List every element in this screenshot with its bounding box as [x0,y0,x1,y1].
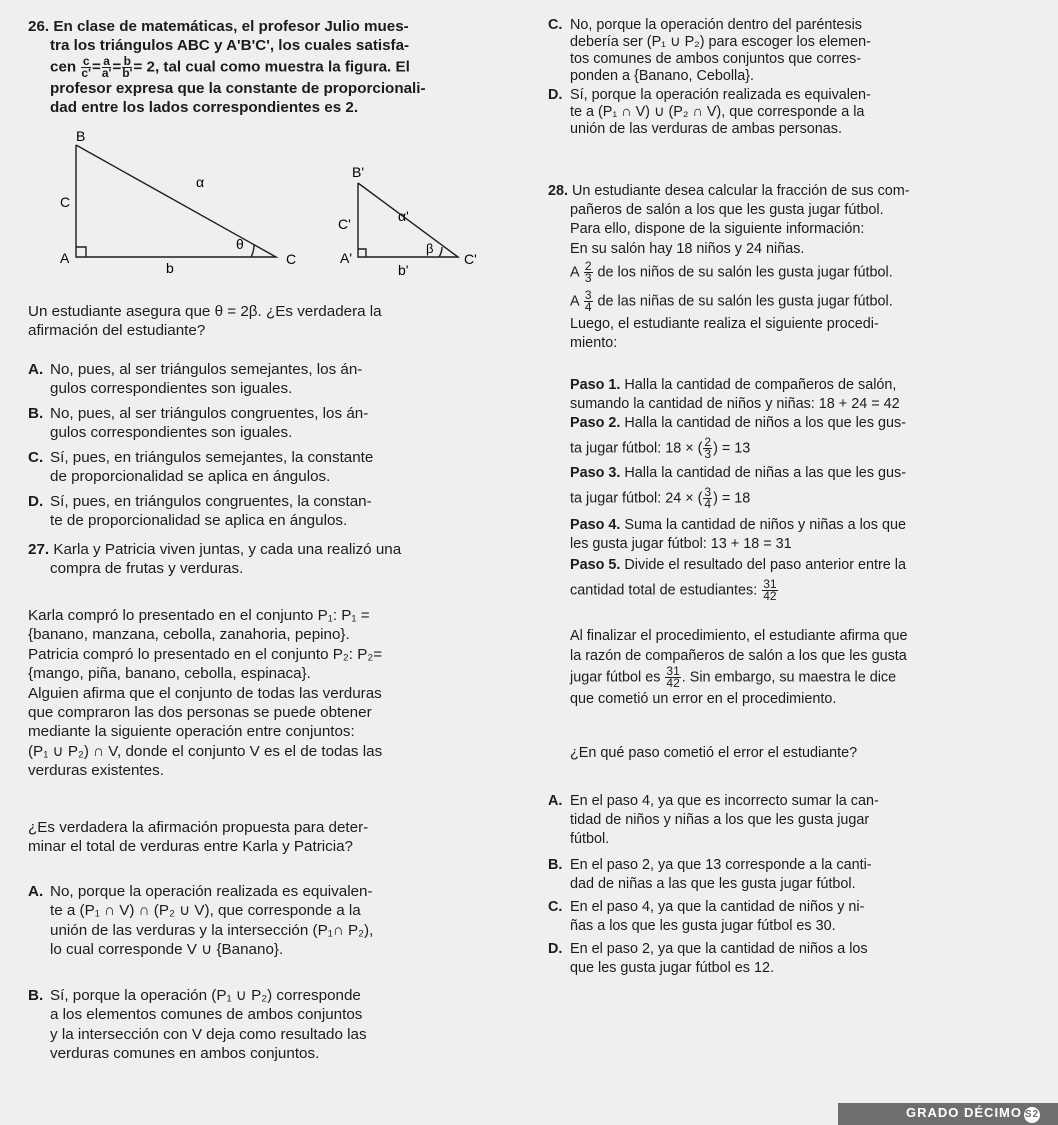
claim-text: Un estudiante asegura que θ = 2β. ¿Es verdadera la [28,303,382,320]
side-b-prime: b' [398,262,409,278]
option-b[interactable]: B. Sí, porque la operación (P₁ ∪ P₂) corresponde a los elementos comunes de ambos conjuntos y la intersección con V deja como resultado las verduras comunes en ambos conjuntos. [28,987,367,1063]
question-27-options-cd [548,17,1038,138]
vertex-a-prime: A' [340,250,353,266]
side-b: b [166,260,174,276]
option-c[interactable]: C. En el paso 4, ya que la cantidad de niños y ni- ñas a los que les gusta jugar fútbol es 30. [548,899,865,934]
option-c[interactable]: C. No, porque la operación dentro del paréntesis debería ser (P₁ ∪ P₂) para escoger los elemen- tos comunes de ambos conjuntos que corres- ponden a {Banano, Cebolla}. [548,17,871,84]
footer-label [906,1105,1040,1123]
side-c: C [60,194,71,210]
option-b[interactable]: B. No, pues, al ser triángulos congruentes, los án- gulos correspondientes son iguales. [28,405,369,442]
question-27-prompt: ¿Es verdadera la afirmación propuesta para deter- minar el total de verduras entre Karla y Patricia? [28,819,369,856]
triangles-figure [46,125,516,285]
section-badge: S2 [1024,1107,1040,1123]
option-d[interactable]: D. Sí, porque la operación realizada es equivalen- te a (P₁ ∩ V) ∪ (P₂ ∩ V), que corresponde a la unión de las verduras de ambas personas. [548,87,871,137]
vertex-b-prime: B' [352,164,365,180]
vertex-b: B [76,128,86,144]
option-d[interactable]: D. En el paso 2, ya que la cantidad de niños a los que les gusta jugar fútbol es 12. [548,941,868,976]
question-text: dad entre los lados correspondientes es 2. [50,99,359,117]
question-26-claim [28,302,526,341]
question-26-options [28,360,526,536]
question-28-prompt: ¿En qué paso cometió el error el estudiante? [570,745,858,761]
option-a[interactable]: A. No, porque la operación realizada es equivalen- te a (P₁ ∩ V) ∩ (P₂ ∪ V), que corresponde a la unión de las verduras y la intersección (P₁∩ P₂), lo cual corresponde V ∪ {Banano}. [28,883,374,959]
grade-label: GRADO DÉCIMO [906,1105,1022,1120]
step-3: Paso 3. Halla la cantidad de niñas a las que les gus- ta jugar fútbol: 24 × ( $\frac{3}{4}$ ) = 18 [570,465,907,512]
vertex-c-prime: C' [464,251,477,267]
option-d[interactable]: D. Sí, pues, en triángulos congruentes, la constan- te de proporcionalidad se aplica en ángulos. [28,493,372,530]
question-number: 27. [28,541,50,558]
student-conclusion: Al finalizar el procedimiento, el estudiante afirma que la razón de compañeros de salón a los que les gusta jugar fútbol es $\frac{31}{42}$ . Sin embargo, su maestra le dice que cometió un error en el procedimiento. [570,628,908,707]
question-26 [28,17,526,118]
question-text: compra de frutas y verduras. [50,560,244,578]
question-text: tra los triángulos ABC y A'B'C', los cuales satisfa- [50,37,410,55]
question-28-info: A $\frac{3}{4}$ de las niñas de su salón les gusta jugar fútbol. Luego, el estudiante realiza el siguiente procedi- miento: [570,288,893,352]
angle-alpha: α [196,174,205,190]
question-number: 26. [28,18,50,35]
option-a[interactable]: A. No, pues, al ser triángulos semejantes, los án- gulos correspondientes son iguales. [28,361,363,398]
question-27 [28,540,526,579]
question-27-body: Karla compró lo presentado en el conjunto P₁: P₁ = {banano, manzana, cebolla, zanahoria, pepino}. Patricia compró lo presentado en el conjunto P₂: P₂= {mango, piña, banano, cebolla, espinaca}. Alguien afirma que el conjunto de todas las verduras que compraron las dos personas se puede obtener mediante la siguiente operación entre conjuntos: (P₁ ∪ P₂) ∩ V, donde el conjunto V es el de todas las verduras existentes. [28,607,383,780]
angle-theta: θ [236,236,244,252]
question-text: profesor expresa que la constante de proporcionali- [50,79,426,97]
question-28: 28. Un estudiante desea calcular la fracción de sus com- pañeros de salón a los que les gusta jugar fútbol. Para ello, dispone de la siguiente información: En su salón hay 18 niños y 24 niñas. A $\frac{2}{3}$ de los niños de su salón les gusta jugar fútbol. [548,183,910,285]
step-4: Paso 4. Suma la cantidad de niños y niñas a los que les gusta jugar fútbol: 13 + 18 = 31 [570,517,907,553]
question-28-options [548,792,1038,978]
side-c-prime: C' [338,216,351,232]
angle-beta: β [426,241,434,256]
question-text: En clase de matemáticas, el profesor Julio mues- [53,18,409,35]
step-2: Paso 2. Halla la cantidad de niños a los que les gus- ta jugar fútbol: 18 × ( $\frac{2}{3}$ ) = 13 [570,415,907,462]
vertex-a: A [60,250,70,266]
step-1: Paso 1. Halla la cantidad de compañeros de salón, sumando la cantidad de niños y niñas: 18 + 24 = 42 [570,377,900,413]
triangle-abc [76,145,276,257]
angle-alpha-prime: α' [398,208,409,224]
question-27-options-ab [28,882,526,1064]
option-b[interactable]: B. En el paso 2, ya que 13 corresponde a la canti- dad de niñas a las que les gusta jugar fútbol. [548,857,872,892]
question-text: cen $\frac{c}{c'}$ = $\frac{a}{a'}$ = $\frac{b}{b'}$ = 2, tal cual como muestra la figura. El [50,53,410,80]
question-text: Karla y Patricia viven juntas, y cada una realizó una [53,541,402,558]
option-a[interactable]: A. En el paso 4, ya que es incorrecto sumar la can- tidad de niños y niñas a los que les gusta jugar fútbol. [548,793,879,847]
vertex-c: C [286,251,297,267]
question-number: 28. [548,183,569,199]
claim-text: afirmación del estudiante? [28,322,206,340]
procedure-steps [548,376,1038,602]
option-c[interactable]: C. Sí, pues, en triángulos semejantes, la constante de proporcionalidad se aplica en ángulos. [28,449,374,486]
step-5: Paso 5. Divide el resultado del paso anterior entre la cantidad total de estudiantes: $\frac{31}{42}$ [570,557,906,604]
